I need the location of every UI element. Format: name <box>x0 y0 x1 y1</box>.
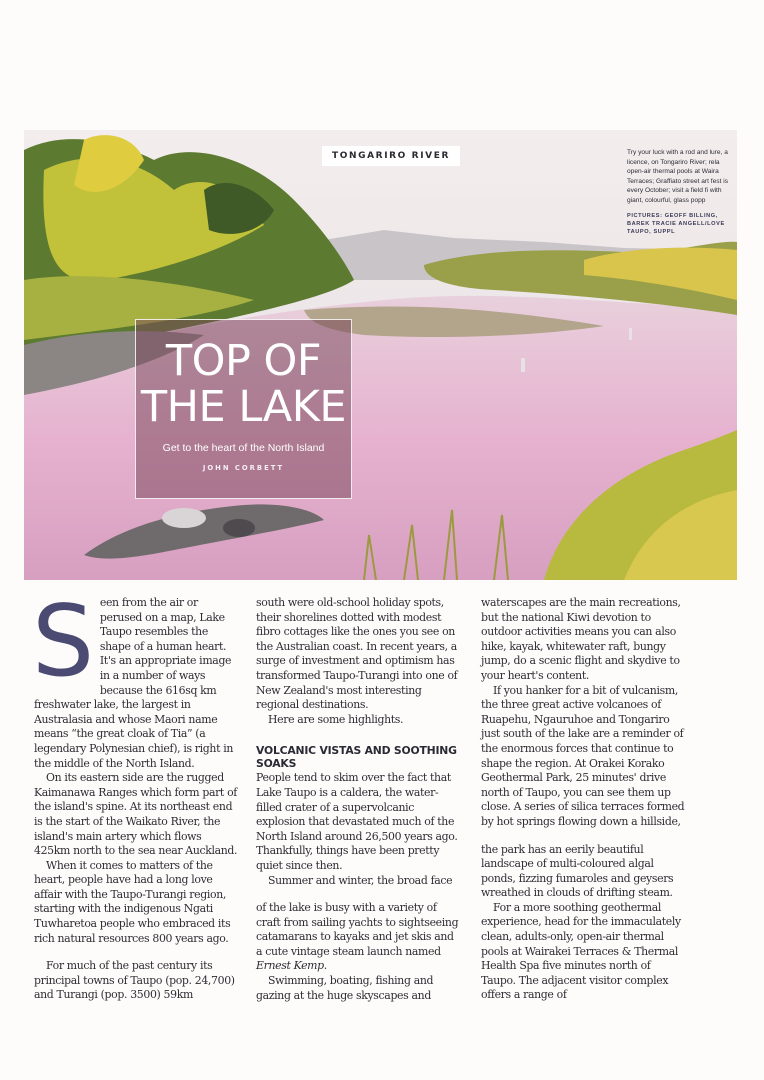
boat-name: Ernest Kemp <box>256 959 324 973</box>
drop-cap: S <box>32 585 94 699</box>
article-column-3 <box>481 596 686 1003</box>
paragraph: For much of the past century its principal towns of Taupo (pop. 24,700) and Turangi (pop. 3500) 59km <box>34 959 235 1002</box>
standfirst: Get to the heart of the North Island <box>162 442 325 454</box>
section-kicker: TONGARIRO RIVER <box>322 146 460 166</box>
paragraph: Here are some highlights. <box>268 712 404 726</box>
article-column-2 <box>256 596 461 1003</box>
paragraph: When it comes to matters of the heart, people have had a long love affair with the Taupo-Turangi region, starting with the indigenous Ngati Tuwharetoa people who embraced its rich natural resources 800 years ago. <box>34 858 231 945</box>
headline-line-1: TOP OF <box>165 336 322 386</box>
paragraph: the park has an eerily beautiful landscape of multi-coloured algal ponds, fizzing fumaroles and geysers wreathed in clouds of drifting steam. <box>481 842 674 900</box>
paragraph: People tend to skim over the fact that Lake Taupo is a caldera, the water-filled crater of a supervolcanic explosion that devastated much of the North Island around 26,500 years ago. Thankfully, things have been pretty quiet since then. <box>256 771 458 872</box>
paragraph: Summer and winter, the broad face <box>268 873 453 887</box>
paragraph: On its eastern side are the rugged Kaimanawa Ranges which form part of the island's spine. At its northeast end is the start of the Waikato River, the island's main artery which flows 425km north to the sea near Auckland. <box>34 771 238 858</box>
paragraph: If you hanker for a bit of vulcanism, the three great active volcanoes of Ruapehu, Ngauruhoe and Tongariro just south of the lake are a reminder of the enormous forces that continue to shape the region. At Orakei Korako Geothermal Park, 25 minutes' drive north of Taupo, you can see them up close. A series of silica terraces formed by hot springs flowing down a hillside, <box>481 683 685 828</box>
photo-caption <box>627 148 735 236</box>
caption-text: Try your luck with a rod and lure, a licence, on Tongariro River; rela open-air thermal pools at Waira Terraces; Graffiato street art fest is every October; visit a field fi with giant, colourful, glass popp <box>627 149 729 204</box>
paragraph: waterscapes are the main recreations, but the national Kiwi devotion to outdoor activities means you can also hike, kayak, whitewater raft, bungy jump, do a scenic flight and skydive to your heart's content. <box>481 596 681 682</box>
paragraph: south were old-school holiday spots, their shorelines dotted with modest fibro cottages like the ones you see on the Australian coast. In recent years, a surge of investment and optimism has transformed Taupo-Turangi into one of New Zealand's most interesting regional destinations. <box>256 596 458 712</box>
subheading: VOLCANIC VISTAS AND SOOTHING SOAKS <box>256 744 457 770</box>
article-column-1 <box>32 585 239 1003</box>
title-box <box>135 319 352 499</box>
photo-credits: PICTURES: GEOFF BILLING, BAREK TRACIE ANGELL/LOVE TAUPO, SUPPL <box>627 212 725 235</box>
paragraph-text: of the lake is busy with a variety of craft from sailing yachts to sightseeing catamarans to kayaks and jet skis and a cute vintage steam launch named <box>256 901 459 958</box>
paragraph: Swimming, boating, fishing and gazing at the huge skyscapes and <box>256 974 434 1002</box>
headline <box>136 338 351 430</box>
byline: JOHN CORBETT <box>202 464 285 472</box>
headline-line-2: THE LAKE <box>140 382 347 432</box>
paragraph <box>256 901 461 974</box>
paragraph: een from the air or perused on a map, Lake Taupo resembles the shape of a human heart. It's an appropriate image in a number of ways because the 616sq km freshwater lake, the largest in Australasia and whose Maori name means “the great cloak of Tia” (a legendary Polynesian chief), is right in the middle of the North Island. <box>34 596 234 770</box>
paragraph-text-end: . <box>323 959 327 973</box>
paragraph: For a more soothing geothermal experience, head for the immaculately clean, adults-only, open-air thermal pools at Wairakei Terraces & Thermal Health Spa five minutes north of Taupo. The adjacent visitor complex offers a range of <box>481 900 681 1002</box>
